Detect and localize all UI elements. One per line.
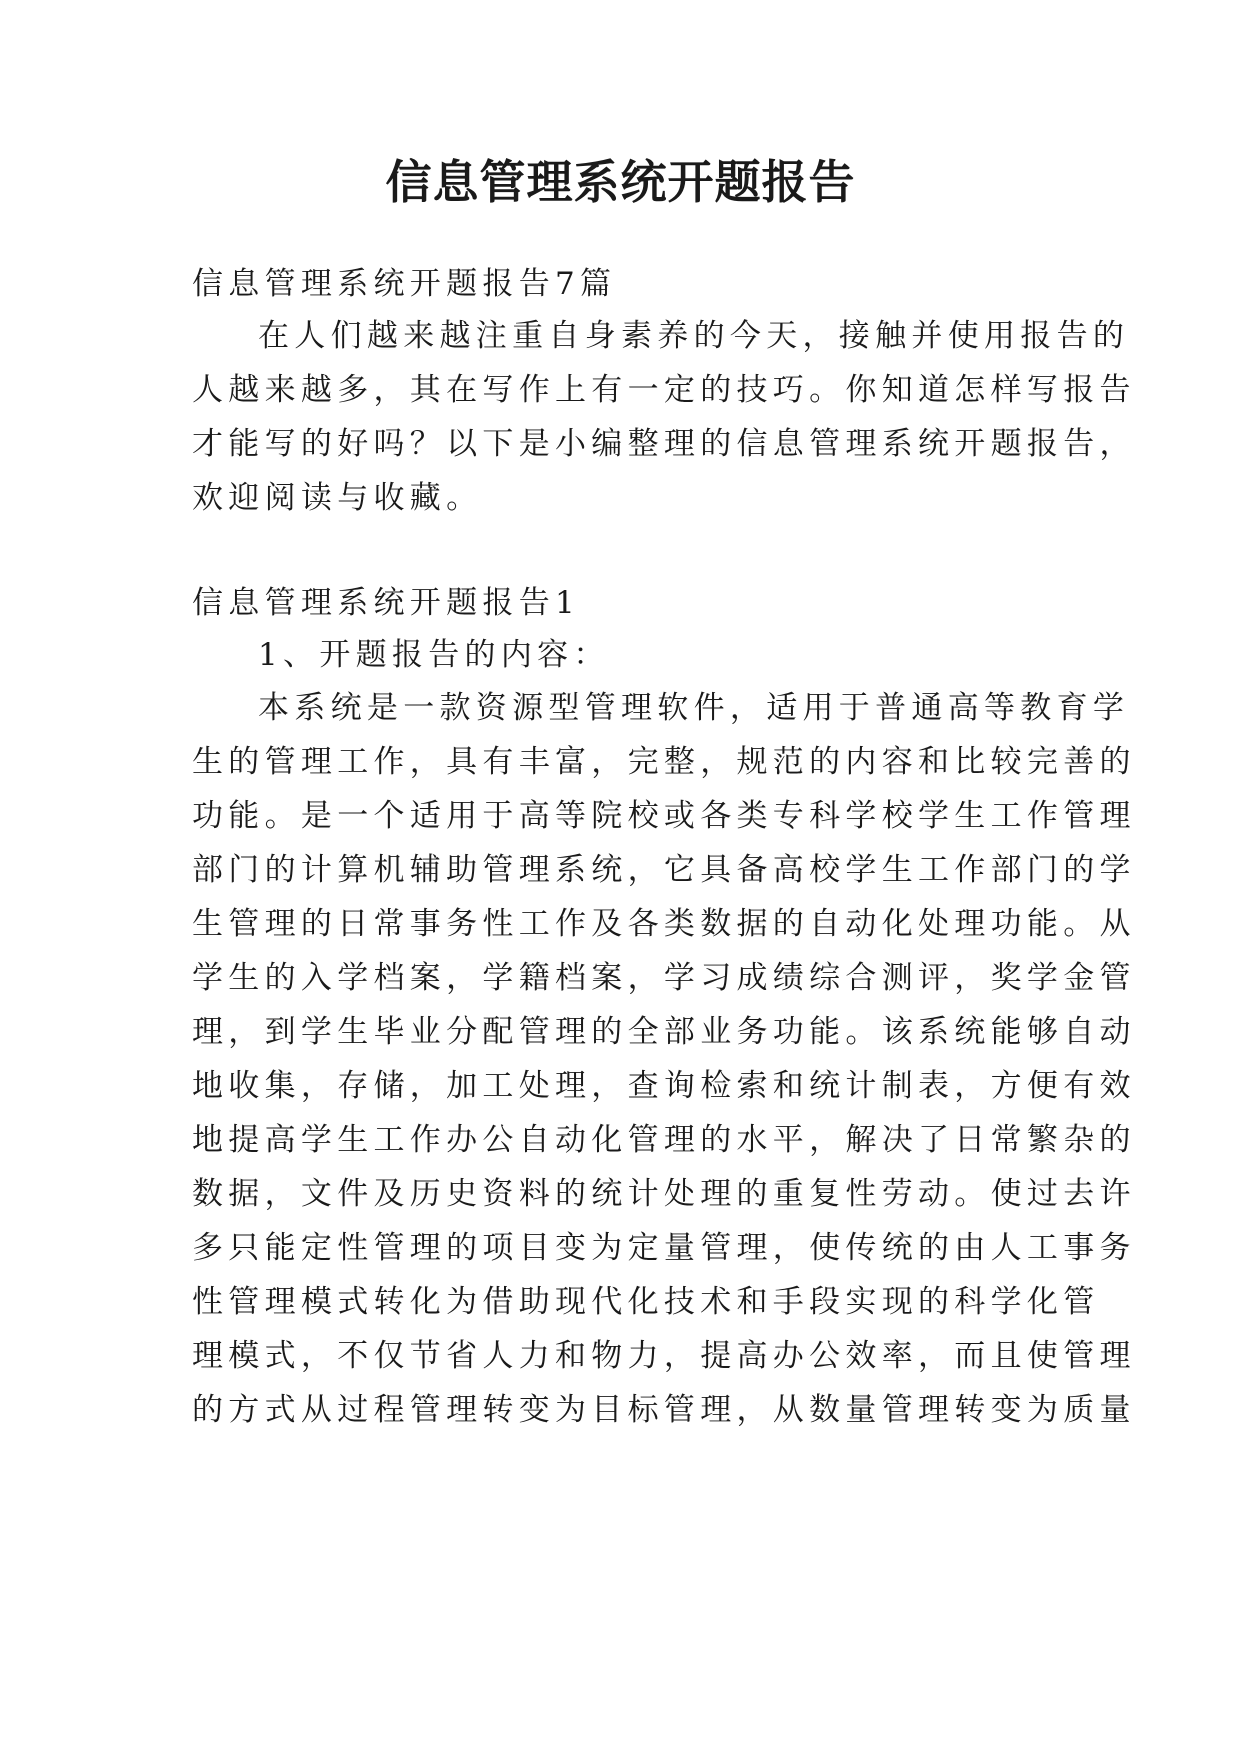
- body-line-2: 生的管理工作，具有丰富，完整，规范的内容和比较完善的: [192, 744, 1136, 780]
- page-title: 信息管理系统开题报告: [385, 155, 856, 209]
- body-line-4: 部门的计算机辅助管理系统，它具备高校学生工作部门的学: [192, 852, 1136, 888]
- body-line-9: 地提高学生工作办公自动化管理的水平，解决了日常繁杂的: [192, 1122, 1136, 1158]
- intro-line-2: 人越来越多，其在写作上有一定的技巧。你知道怎样写报告: [192, 372, 1136, 408]
- intro-line-1: 在人们越来越注重自身素养的今天，接触并使用报告的: [258, 318, 1130, 354]
- body-line-11: 多只能定性管理的项目变为定量管理，使传统的由人工事务: [192, 1230, 1136, 1266]
- intro-line-3: 才能写的好吗？以下是小编整理的信息管理系统开题报告，: [192, 426, 1136, 462]
- body-line-7: 理，到学生毕业分配管理的全部业务功能。该系统能够自动: [192, 1014, 1136, 1050]
- intro-line-4: 欢迎阅读与收藏。: [192, 480, 483, 516]
- section-heading: 信息管理系统开题报告1: [192, 585, 581, 621]
- subsection-heading: 1、开题报告的内容：: [258, 637, 610, 673]
- body-line-8: 地收集，存储，加工处理，查询检索和统计制表，方便有效: [192, 1068, 1136, 1104]
- body-line-14: 的方式从过程管理转变为目标管理，从数量管理转变为质量: [192, 1392, 1136, 1428]
- document-subtitle: 信息管理系统开题报告7篇: [192, 266, 617, 302]
- body-line-10: 数据，文件及历史资料的统计处理的重复性劳动。使过去许: [192, 1176, 1136, 1212]
- body-line-5: 生管理的日常事务性工作及各类数据的自动化处理功能。从: [192, 906, 1136, 942]
- body-line-3: 功能。是一个适用于高等院校或各类专科学校学生工作管理: [192, 798, 1136, 834]
- body-line-13: 理模式，不仅节省人力和物力，提高办公效率，而且使管理: [192, 1338, 1136, 1374]
- body-line-12: 性管理模式转化为借助现代化技术和手段实现的科学化管: [192, 1284, 1100, 1320]
- body-line-1: 本系统是一款资源型管理软件，适用于普通高等教育学: [258, 690, 1130, 726]
- body-line-6: 学生的入学档案，学籍档案，学习成绩综合测评，奖学金管: [192, 960, 1136, 996]
